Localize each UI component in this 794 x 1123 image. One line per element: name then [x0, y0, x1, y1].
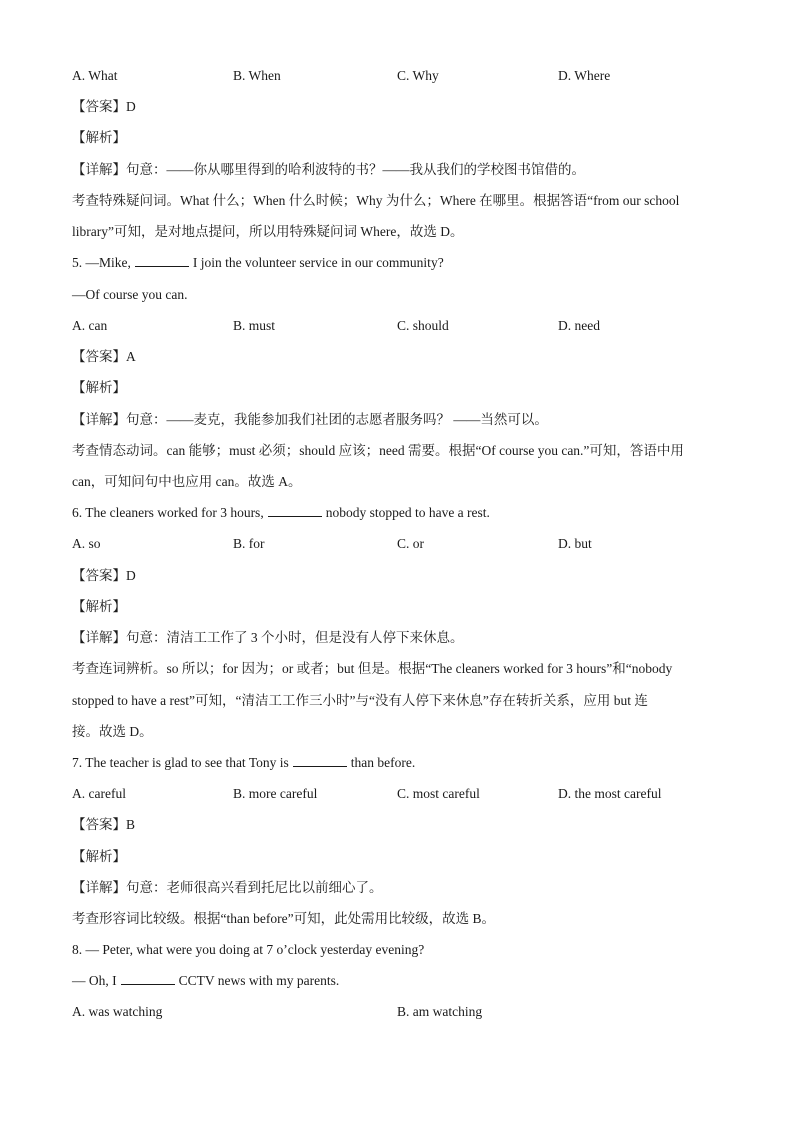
q8-option-a: A. was watching: [72, 1004, 163, 1019]
q6-option-b: B. for: [233, 536, 265, 551]
q4-analysis: 【解析】: [72, 130, 126, 145]
q6-stem-pre: 6. The cleaners worked for 3 hours,: [72, 505, 264, 520]
q5-option-d: D. need: [558, 318, 600, 333]
q8-stem: 8. — Peter, what were you doing at 7 o’clock yesterday evening?: [72, 942, 425, 957]
q6-option-d: D. but: [558, 536, 592, 551]
q8-reply: [72, 971, 339, 991]
q4-explanation-1: 考查特殊疑问词。What 什么；When 什么时候；Why 为什么；Where 在哪里。根据答语“from our school: [72, 193, 680, 208]
q8-reply-post: CCTV news with my parents.: [178, 973, 340, 988]
q6-option-c: C. or: [397, 536, 424, 551]
q7-explanation-1: 考查形容词比较级。根据“than before”可知，此处需用比较级，故选 B。: [72, 911, 495, 926]
q7-options: [0, 784, 794, 804]
q4-option-a: A. What: [72, 68, 118, 83]
q6-option-a: A. so: [72, 536, 101, 551]
q5-option-c: C. should: [397, 318, 449, 333]
q6-explanation-2: stopped to have a rest”可知，“清洁工工作三小时”与“没有人停下来休息”存在转折关系，应用 but 连: [72, 693, 648, 708]
q6-blank: [268, 503, 322, 517]
q5-detail: 【详解】句意：——麦克，我能参加我们社团的志愿者服务吗？ ——当然可以。: [72, 412, 548, 427]
q4-explanation-2: library”可知，是对地点提问，所以用特殊疑问词 Where，故选 D。: [72, 224, 464, 239]
q7-answer: 【答案】B: [72, 817, 136, 832]
q7-option-d: D. the most careful: [558, 786, 662, 801]
q5-option-b: B. must: [233, 318, 276, 333]
q8-options: [0, 1002, 794, 1022]
q7-blank: [293, 753, 347, 767]
q4-options: [0, 66, 794, 86]
q8-blank: [121, 971, 175, 985]
q7-analysis: 【解析】: [72, 849, 126, 864]
q4-option-c: C. Why: [397, 68, 439, 83]
q6-stem: [72, 503, 490, 523]
q7-option-b: B. more careful: [233, 786, 318, 801]
q5-explanation-1: 考查情态动词。can 能够；must 必须；should 应该；need 需要。根据“Of course you can.”可知，答语中用: [72, 443, 684, 458]
q4-detail: 【详解】句意：——你从哪里得到的哈利波特的书？——我从我们的学校图书馆借的。: [72, 162, 585, 177]
q7-stem-post: than before.: [350, 755, 416, 770]
q5-blank: [135, 253, 189, 267]
q4-answer: 【答案】D: [72, 99, 136, 114]
q4-option-b: B. When: [233, 68, 281, 83]
q5-stem: [72, 253, 444, 273]
q5-stem-post: I join the volunteer service in our community?: [192, 255, 444, 270]
q7-option-c: C. most careful: [397, 786, 480, 801]
q7-detail: 【详解】句意：老师很高兴看到托尼比以前细心了。: [72, 880, 383, 895]
q7-stem-pre: 7. The teacher is glad to see that Tony is: [72, 755, 289, 770]
q7-option-a: A. careful: [72, 786, 126, 801]
q5-options: [0, 316, 794, 336]
q5-stem-pre: 5. —Mike,: [72, 255, 131, 270]
q5-reply: —Of course you can.: [72, 287, 188, 302]
q8-reply-pre: — Oh, I: [72, 973, 117, 988]
q5-answer: 【答案】A: [72, 349, 136, 364]
q8-option-b: B. am watching: [397, 1004, 483, 1019]
q5-option-a: A. can: [72, 318, 108, 333]
q6-options: [0, 534, 794, 554]
q4-option-d: D. Where: [558, 68, 611, 83]
q5-analysis: 【解析】: [72, 380, 126, 395]
q6-stem-post: nobody stopped to have a rest.: [325, 505, 490, 520]
q7-stem: [72, 753, 415, 773]
q6-detail: 【详解】句意：清洁工工作了 3 个小时，但是没有人停下来休息。: [72, 630, 464, 645]
q5-explanation-2: can，可知问句中也应用 can。故选 A。: [72, 474, 302, 489]
q6-explanation-3: 接。故选 D。: [72, 724, 153, 739]
q6-explanation-1: 考查连词辨析。so 所以；for 因为；or 或者；but 但是。根据“The cleaners worked for 3 hours”和“nobody: [72, 661, 673, 676]
q6-analysis: 【解析】: [72, 599, 126, 614]
q6-answer: 【答案】D: [72, 568, 136, 583]
